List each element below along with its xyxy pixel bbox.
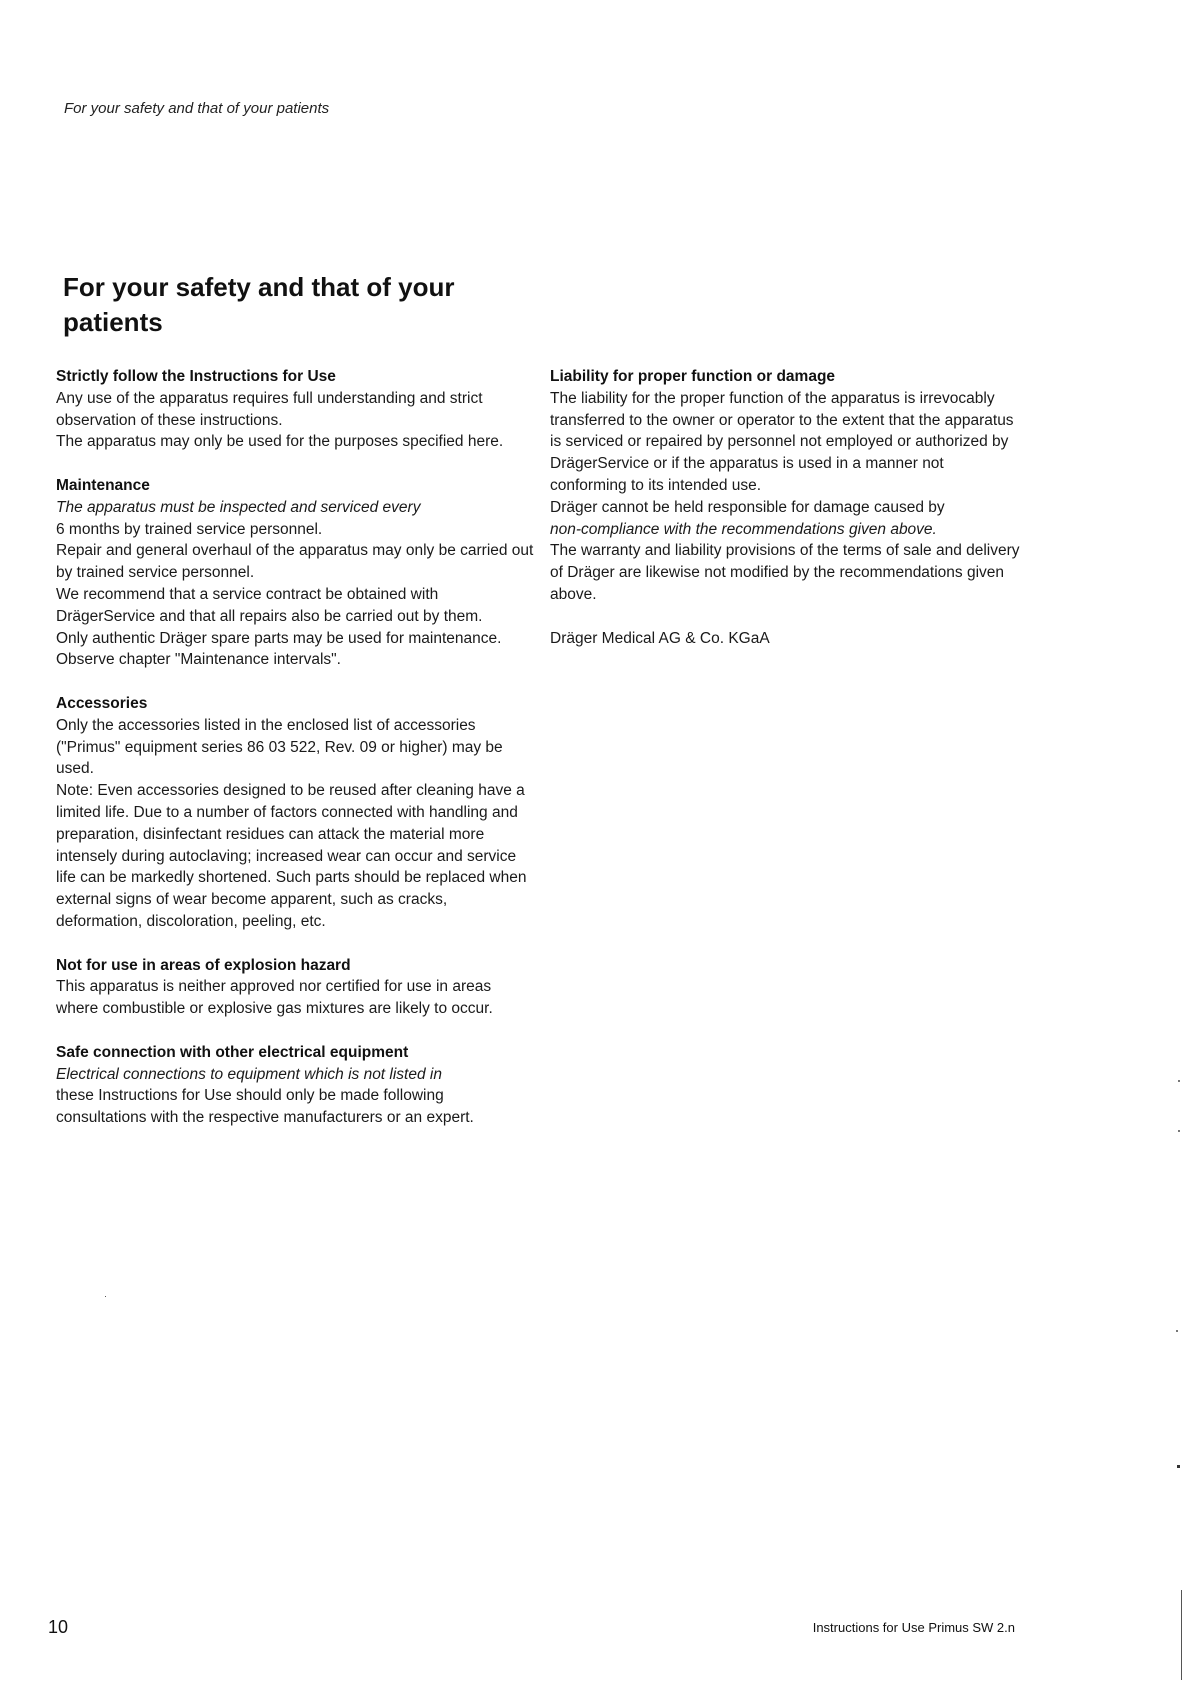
running-header: For your safety and that of your patients: [64, 100, 330, 117]
maintenance-paragraph-2: 6 months by trained service personnel.: [56, 520, 323, 538]
instructions-paragraph-1: Any use of the apparatus requires full understanding and strict observation of these instructions.: [56, 389, 483, 429]
liability-paragraph-3: The warranty and liability provisions of the terms of sale and delivery of Dräger are likewise not modified by the recommendations given above.: [550, 542, 1020, 603]
scan-edge-line: [1181, 1590, 1182, 1680]
section-heading-explosion-hazard: Not for use in areas of explosion hazard: [56, 956, 351, 974]
section-maintenance: [56, 475, 536, 671]
section-heading-instructions: Strictly follow the Instructions for Use: [56, 368, 336, 385]
company-name: Dräger Medical AG & Co. KGaA: [550, 629, 770, 647]
maintenance-paragraph-4: We recommend that a service contract be obtained with DrägerService and that all repairs also be carried out by them.: [56, 585, 483, 625]
section-heading-electrical-connection: Safe connection with other electrical equipment: [56, 1043, 409, 1061]
left-column: [56, 366, 536, 1151]
electrical-paragraph-rest: these Instructions for Use should only be made following consultations with the respective manufacturers or an expert.: [56, 1087, 474, 1127]
maintenance-paragraph-1: The apparatus must be inspected and serviced every: [56, 498, 421, 516]
explosion-paragraph-1: This apparatus is neither approved nor certified for use in areas where combustible or explosive gas mixtures are likely to occur.: [56, 978, 493, 1018]
section-heading-maintenance: Maintenance: [56, 476, 150, 494]
section-electrical-connection: [56, 1042, 536, 1129]
maintenance-paragraph-3: Repair and general overhaul of the apparatus may only be carried out by trained service personnel.: [56, 542, 534, 582]
liability-paragraph-2a: Dräger cannot be held responsible for damage caused by: [550, 498, 945, 516]
liability-paragraph-2b: non-compliance with the recommendations given above.: [550, 520, 937, 538]
right-column: [550, 366, 1020, 649]
scan-dot: [1178, 1080, 1180, 1082]
scan-dot: [105, 1296, 106, 1297]
liability-paragraph-1: The liability for the proper function of the apparatus is irrevocably transferred to the owner or operator to the extent that the apparatus is serviced or repaired by personnel not employed or authorized by DrägerService or if the apparatus is used in a manner not conforming to its intended use.: [550, 389, 1014, 494]
electrical-paragraph-italic: Electrical connections to equipment which is not listed in: [56, 1065, 442, 1083]
maintenance-paragraph-6: Observe chapter "Maintenance intervals".: [56, 651, 341, 669]
section-liability: [550, 366, 1020, 606]
accessories-paragraph-2: Note: Even accessories designed to be reused after cleaning have a limited life. Due to a number of factors connected with handling and preparation, disinfectant residues can attack the material more intensely during autoclaving; increased wear can occur and service life can be markedly shortened. Such parts should be replaced when external signs of wear become apparent, such as cracks, deformation, discoloration, peeling, etc.: [56, 782, 527, 930]
section-accessories: [56, 693, 536, 933]
scan-dot: [1178, 1130, 1180, 1132]
scan-dot: [1176, 1330, 1178, 1332]
page-number: 10: [48, 1617, 69, 1637]
page-title: For your safety and that of your patients: [63, 272, 455, 337]
footer-document-title: Instructions for Use Primus SW 2.n: [812, 1620, 1015, 1635]
maintenance-paragraph-5: Only authentic Dräger spare parts may be used for maintenance.: [56, 629, 502, 647]
section-heading-liability: Liability for proper function or damage: [550, 368, 836, 385]
scan-dot: [1177, 1465, 1180, 1468]
accessories-paragraph-1: Only the accessories listed in the enclosed list of accessories ("Primus" equipment series 86 03 522, Rev. 09 or higher) may be used.: [56, 716, 503, 778]
section-explosion-hazard: [56, 955, 536, 1020]
section-instructions: [56, 366, 536, 453]
instructions-paragraph-2: The apparatus may only be used for the purposes specified here.: [56, 433, 504, 451]
section-heading-accessories: Accessories: [56, 694, 148, 712]
